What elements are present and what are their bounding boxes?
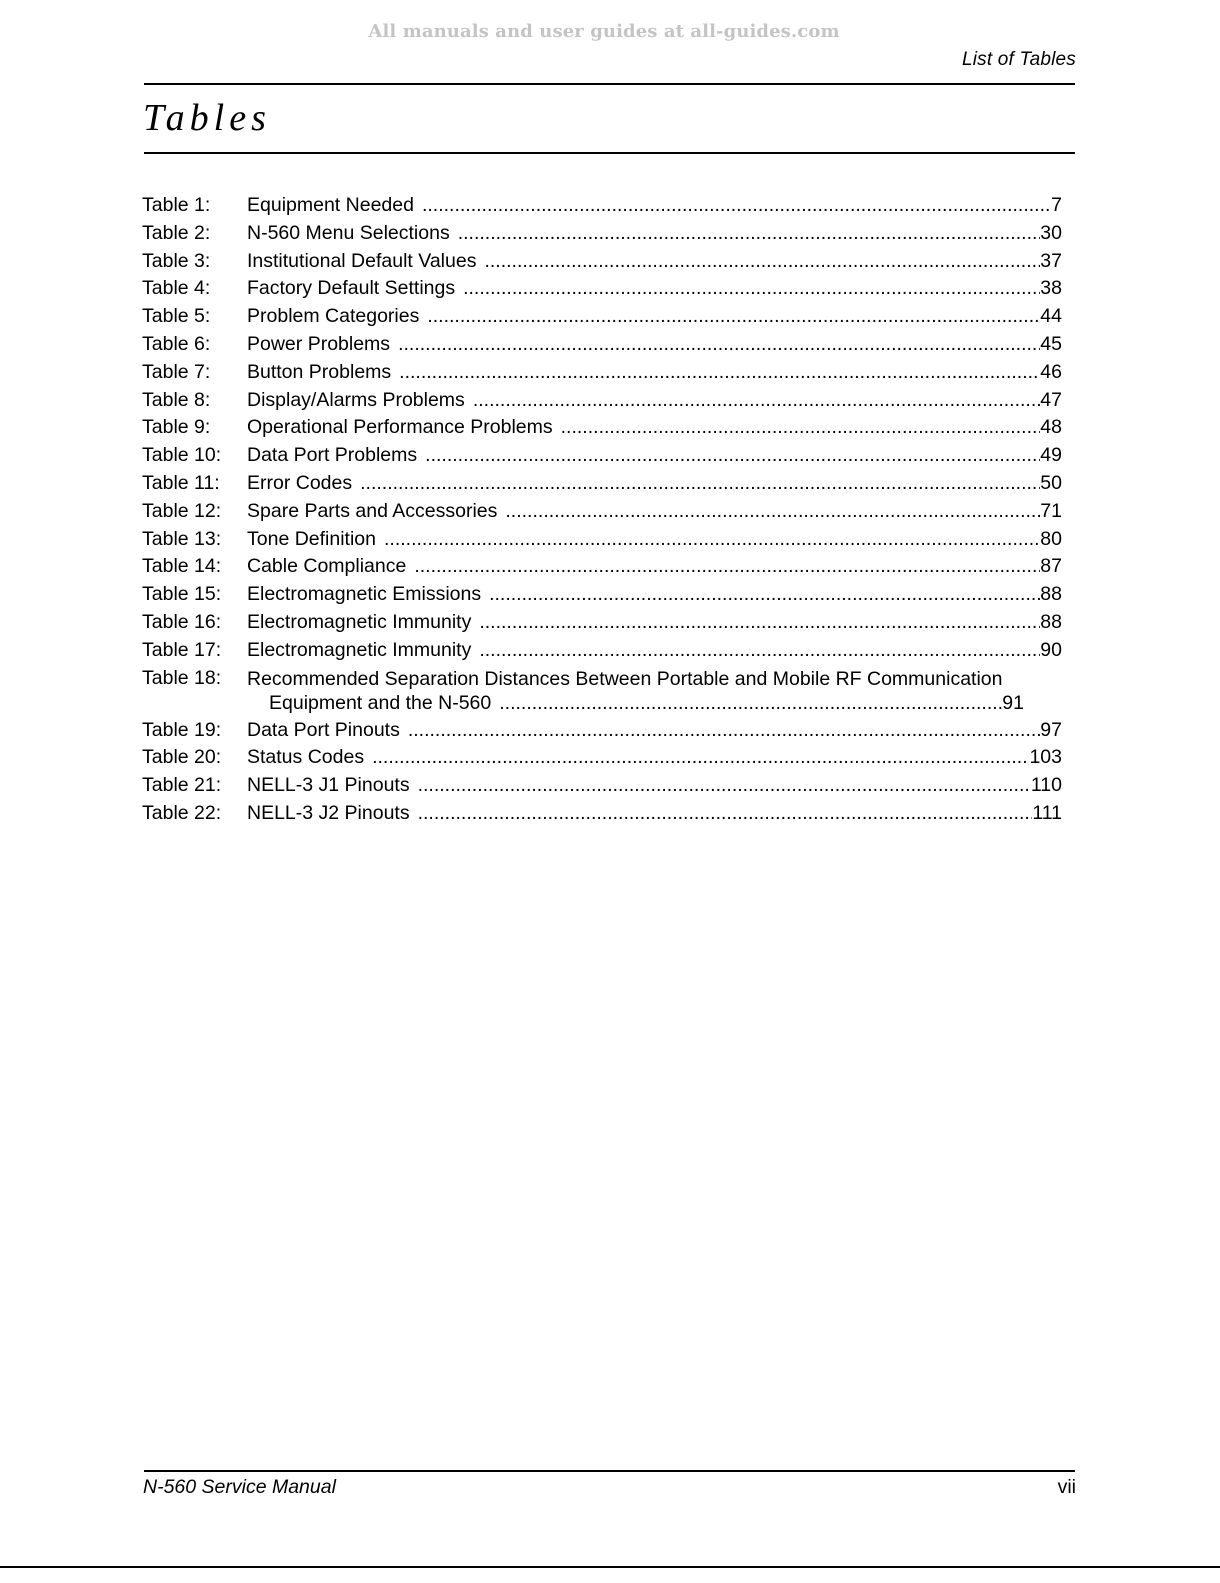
toc-table-number: Table 22: — [142, 801, 222, 824]
toc-page-number: 30 — [1040, 221, 1062, 244]
toc-entry[interactable] — [142, 275, 1062, 303]
toc-table-number: Table 14: — [142, 555, 222, 578]
toc-page-number: 111 — [1032, 801, 1062, 824]
toc-table-number: Table 2: — [142, 221, 211, 244]
toc-entry[interactable] — [142, 744, 1062, 772]
toc-table-title: Electromagnetic Emissions — [247, 583, 482, 606]
toc-page-number: 91 — [1002, 691, 1024, 714]
footer-manual-title: N-560 Service Manual — [143, 1476, 336, 1498]
toc-entry-body — [247, 581, 1062, 609]
running-head: List of Tables — [961, 49, 1076, 70]
toc-entry-body — [247, 553, 1062, 581]
toc-table-title: NELL-3 J2 Pinouts — [247, 801, 410, 824]
toc-dot-leader — [465, 387, 1040, 415]
toc-page-number: 50 — [1040, 471, 1062, 494]
toc-dot-leader — [419, 303, 1040, 331]
toc-dot-leader — [476, 248, 1040, 276]
toc-entry-body — [247, 275, 1062, 303]
toc-table-number: Table 9: — [142, 416, 211, 439]
toc-dot-leader — [471, 637, 1040, 665]
toc-dot-leader — [553, 414, 1041, 442]
toc-entry[interactable] — [142, 526, 1062, 554]
toc-table-number: Table 7: — [142, 360, 211, 383]
toc-page-number: 80 — [1040, 527, 1062, 550]
toc-dot-leader — [450, 220, 1041, 248]
toc-entry[interactable] — [142, 772, 1062, 800]
toc-entry[interactable] — [142, 637, 1062, 665]
toc-table-title: Error Codes — [247, 471, 353, 494]
toc-table-title: Button Problems — [247, 360, 392, 383]
toc-entry[interactable] — [142, 498, 1062, 526]
toc-table-number: Table 8: — [142, 388, 211, 411]
toc-table-title: Spare Parts and Accessories — [247, 499, 498, 522]
toc-entry[interactable] — [142, 442, 1062, 470]
toc-table-number: Table 11: — [142, 471, 220, 494]
toc-table-number: Table 20: — [142, 746, 222, 769]
toc-table-title: Institutional Default Values — [247, 249, 477, 272]
toc-entry[interactable] — [142, 665, 1062, 717]
watermark: All manuals and user guides at all-guides.com — [368, 21, 840, 42]
toc-table-number: Table 6: — [142, 332, 211, 355]
toc-page-number: 44 — [1040, 305, 1062, 328]
toc-table-title: NELL-3 J1 Pinouts — [247, 774, 410, 797]
toc-page-number: 38 — [1040, 277, 1062, 300]
toc-entry-body — [247, 717, 1062, 745]
toc-entry[interactable] — [142, 303, 1062, 331]
toc-table-title: N-560 Menu Selections — [247, 221, 450, 244]
toc-table-number: Table 13: — [142, 527, 222, 550]
toc-table-title: Factory Default Settings — [247, 277, 456, 300]
toc-page-number: 97 — [1040, 718, 1062, 741]
toc-table-title: Electromagnetic Immunity — [247, 610, 472, 633]
toc-table-title: Power Problems — [247, 332, 391, 355]
toc-page-number: 48 — [1040, 416, 1062, 439]
header-rule — [144, 83, 1075, 85]
toc-table-number: Table 10: — [142, 444, 222, 467]
toc-entry-body — [247, 744, 1062, 772]
toc-dot-leader — [364, 744, 1029, 772]
toc-entry-body — [247, 331, 1062, 359]
toc-dot-leader — [410, 800, 1033, 828]
toc-entry-body — [247, 470, 1062, 498]
toc-entry-body — [247, 609, 1062, 637]
toc-table-title: Tone Definition — [247, 527, 376, 550]
toc-entry[interactable] — [142, 331, 1062, 359]
toc-entry-body — [247, 359, 1062, 387]
toc-entry[interactable] — [142, 470, 1062, 498]
toc-table-number: Table 1: — [142, 194, 211, 216]
toc-dot-leader — [410, 772, 1031, 800]
toc-entry[interactable] — [142, 553, 1062, 581]
toc-entry-body — [247, 387, 1062, 415]
toc-entry[interactable] — [142, 192, 1062, 220]
toc-entry-body — [247, 498, 1062, 526]
toc-entry[interactable] — [142, 387, 1062, 415]
toc-dot-leader — [400, 717, 1040, 745]
list-of-tables — [142, 192, 1062, 828]
toc-page-number: 7 — [1051, 194, 1062, 216]
toc-entry-body — [247, 192, 1062, 220]
toc-dot-leader — [391, 359, 1040, 387]
toc-page-number: 88 — [1040, 610, 1062, 633]
toc-page-number: 49 — [1040, 444, 1062, 467]
toc-dot-leader — [376, 526, 1040, 554]
toc-entry-body — [247, 772, 1062, 800]
toc-entry[interactable] — [142, 609, 1062, 637]
toc-dot-leader — [390, 331, 1040, 359]
toc-table-number: Table 17: — [142, 638, 222, 661]
toc-table-title: Status Codes — [247, 746, 365, 769]
toc-entry[interactable] — [142, 800, 1062, 828]
toc-entry-body — [247, 800, 1062, 828]
toc-entry[interactable] — [142, 581, 1062, 609]
toc-page-number: 71 — [1040, 499, 1062, 522]
toc-entry-body — [247, 442, 1062, 470]
toc-table-number: Table 16: — [142, 610, 222, 633]
toc-dot-leader — [417, 442, 1040, 470]
toc-entry[interactable] — [142, 414, 1062, 442]
toc-entry-body — [247, 303, 1062, 331]
toc-entry[interactable] — [142, 717, 1062, 745]
toc-page-number: 88 — [1040, 583, 1062, 606]
page-edge — [0, 1566, 1220, 1568]
toc-page-number: 90 — [1040, 638, 1062, 661]
toc-table-title: Data Port Problems — [247, 444, 418, 467]
toc-entry[interactable] — [142, 220, 1062, 248]
toc-dot-leader — [414, 192, 1051, 220]
footer-page-number: vii — [1057, 1476, 1076, 1498]
toc-entry[interactable] — [142, 359, 1062, 387]
toc-dot-leader — [471, 609, 1040, 637]
toc-table-number: Table 4: — [142, 277, 211, 300]
toc-entry-body — [247, 526, 1062, 554]
toc-page-number: 37 — [1040, 249, 1062, 272]
toc-page-number: 47 — [1040, 388, 1062, 411]
toc-title-continuation-line — [247, 691, 1024, 717]
toc-page-number: 103 — [1029, 746, 1062, 769]
toc-table-title: Data Port Pinouts — [247, 718, 400, 741]
toc-entry-body — [247, 248, 1062, 276]
toc-dot-leader — [352, 470, 1040, 498]
toc-table-number: Table 15: — [142, 583, 222, 606]
toc-table-number: Table 3: — [142, 249, 211, 272]
toc-table-title: Recommended Separation Distances Between Portable and Mobile RF Communication — [247, 667, 1003, 690]
toc-table-title: Display/Alarms Problems — [247, 388, 465, 411]
toc-dot-leader — [406, 553, 1040, 581]
toc-entry-body — [247, 637, 1062, 665]
toc-page-number: 110 — [1030, 774, 1062, 797]
toc-table-number: Table 12: — [142, 499, 222, 522]
toc-table-title: Electromagnetic Immunity — [247, 638, 472, 661]
toc-entry-body — [247, 220, 1062, 248]
toc-table-title: Equipment Needed — [247, 194, 414, 216]
toc-table-number: Table 5: — [142, 305, 211, 328]
toc-table-number: Table 18: — [142, 666, 222, 689]
toc-table-number: Table 19: — [142, 718, 222, 741]
toc-dot-leader — [455, 275, 1040, 303]
toc-dot-leader — [491, 691, 1002, 715]
footer-rule — [144, 1470, 1075, 1472]
toc-table-title: Cable Compliance — [247, 555, 407, 578]
toc-dot-leader — [481, 581, 1040, 609]
page-title: Tables — [143, 97, 271, 139]
toc-entry[interactable] — [142, 248, 1062, 276]
toc-page-number: 46 — [1040, 360, 1062, 383]
toc-page-number: 45 — [1040, 332, 1062, 355]
toc-table-title-continued: Equipment and the N-560 — [269, 691, 492, 714]
toc-entry-body — [247, 414, 1062, 442]
toc-page-number: 87 — [1040, 555, 1062, 578]
toc-dot-leader — [497, 498, 1040, 526]
toc-table-number: Table 21: — [142, 774, 222, 797]
toc-entry-body — [247, 665, 1062, 717]
toc-table-title: Problem Categories — [247, 305, 420, 328]
title-rule — [144, 152, 1075, 154]
toc-table-title: Operational Performance Problems — [247, 416, 553, 439]
